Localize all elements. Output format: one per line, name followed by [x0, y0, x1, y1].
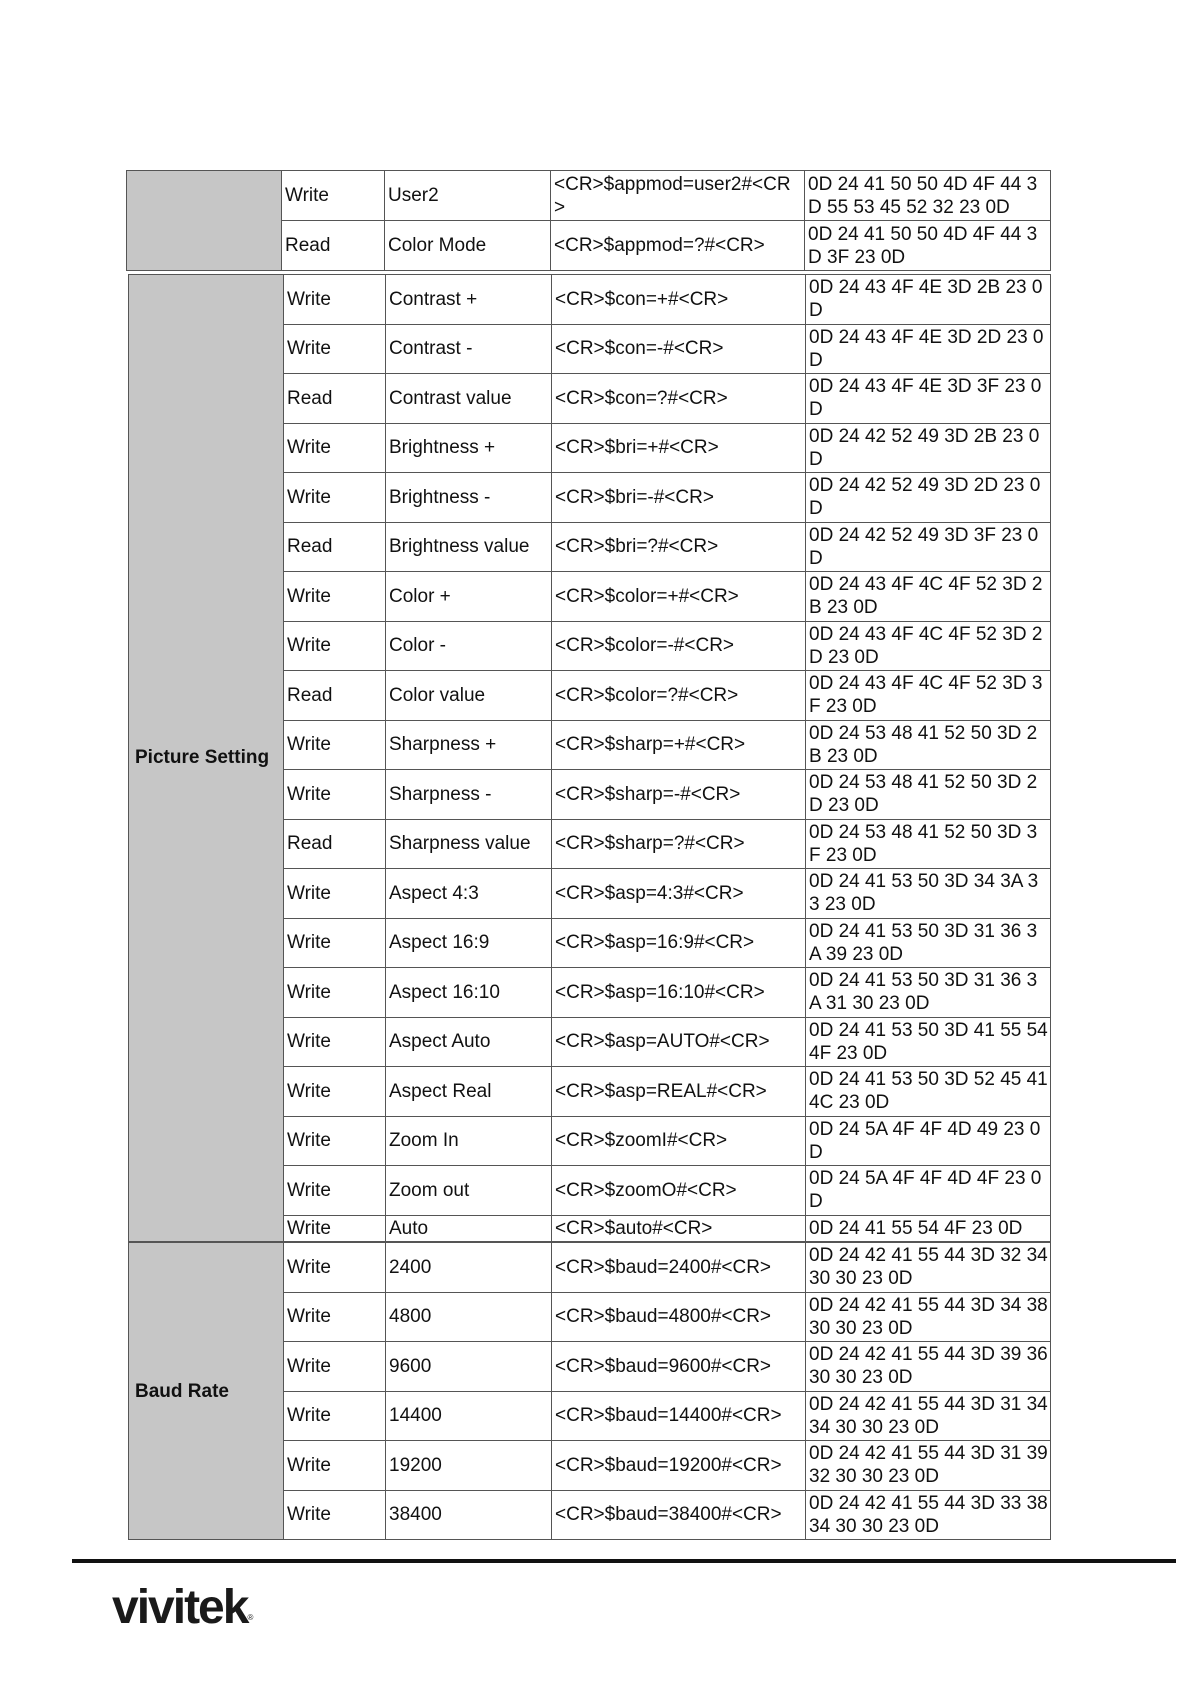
hex-cell: 0D 24 43 4F 4E 3D 2B 23 0D	[806, 275, 1051, 325]
hex-cell: 0D 24 41 53 50 3D 31 36 3A 39 23 0D	[806, 918, 1051, 968]
command-cell: <CR>$baud=4800#<CR>	[552, 1292, 806, 1342]
action-cell: Read	[284, 522, 386, 572]
action-cell: Write	[284, 720, 386, 770]
item-cell: Brightness value	[386, 522, 552, 572]
item-cell: 14400	[386, 1391, 552, 1441]
hex-cell: 0D 24 42 41 55 44 3D 39 36 30 30 23 0D	[806, 1342, 1051, 1392]
hex-cell: 0D 24 43 4F 4C 4F 52 3D 2D 23 0D	[806, 621, 1051, 671]
item-cell: Brightness +	[386, 423, 552, 473]
hex-cell: 0D 24 53 48 41 52 50 3D 2D 23 0D	[806, 770, 1051, 820]
action-cell: Write	[284, 275, 386, 325]
hex-cell: 0D 24 43 4F 4E 3D 2D 23 0D	[806, 324, 1051, 374]
footer-divider	[72, 1559, 1176, 1563]
item-cell: Zoom out	[386, 1166, 552, 1216]
action-cell: Write	[284, 869, 386, 919]
group-label	[127, 171, 282, 271]
command-cell: <CR>$sharp=?#<CR>	[552, 819, 806, 869]
item-cell: Contrast -	[386, 324, 552, 374]
command-cell: <CR>$baud=38400#<CR>	[552, 1490, 806, 1540]
action-cell: Write	[284, 473, 386, 523]
hex-cell: 0D 24 53 48 41 52 50 3D 2B 23 0D	[806, 720, 1051, 770]
action-cell: Write	[284, 1067, 386, 1117]
item-cell: 9600	[386, 1342, 552, 1392]
action-cell: Write	[284, 423, 386, 473]
command-cell: <CR>$asp=16:9#<CR>	[552, 918, 806, 968]
baud-rate-table-body	[129, 1243, 1051, 1540]
hex-cell: 0D 24 41 50 50 4D 4F 44 3D 3F 23 0D	[805, 221, 1051, 271]
hex-cell: 0D 24 5A 4F 4F 4D 4F 23 0D	[806, 1166, 1051, 1216]
item-cell: Aspect Real	[386, 1067, 552, 1117]
item-cell: Color +	[386, 572, 552, 622]
hex-cell: 0D 24 5A 4F 4F 4D 49 23 0D	[806, 1116, 1051, 1166]
hex-cell: 0D 24 41 53 50 3D 31 36 3A 31 30 23 0D	[806, 968, 1051, 1018]
color-mode-table	[126, 170, 1051, 271]
command-cell: <CR>$baud=14400#<CR>	[552, 1391, 806, 1441]
action-cell: Read	[284, 819, 386, 869]
item-cell: Contrast +	[386, 275, 552, 325]
command-cell: <CR>$asp=AUTO#<CR>	[552, 1017, 806, 1067]
item-cell: Color Mode	[385, 221, 551, 271]
item-cell: 2400	[386, 1243, 552, 1293]
color-mode-table-body	[127, 171, 1051, 271]
command-cell: <CR>$baud=9600#<CR>	[552, 1342, 806, 1392]
hex-cell: 0D 24 42 41 55 44 3D 32 34 30 30 23 0D	[806, 1243, 1051, 1293]
action-cell: Write	[284, 572, 386, 622]
hex-cell: 0D 24 41 53 50 3D 52 45 41 4C 23 0D	[806, 1067, 1051, 1117]
logo-registered-mark: ®	[247, 1613, 254, 1622]
action-cell: Write	[284, 1292, 386, 1342]
action-cell: Write	[284, 1391, 386, 1441]
command-cell: <CR>$auto#<CR>	[552, 1215, 806, 1241]
command-cell: <CR>$sharp=+#<CR>	[552, 720, 806, 770]
item-cell: Auto	[386, 1215, 552, 1241]
action-cell: Read	[282, 221, 385, 271]
command-cell: <CR>$asp=4:3#<CR>	[552, 869, 806, 919]
action-cell: Write	[284, 324, 386, 374]
hex-cell: 0D 24 41 50 50 4D 4F 44 3D 55 53 45 52 32 23 0D	[805, 171, 1051, 221]
hex-cell: 0D 24 43 4F 4C 4F 52 3D 2B 23 0D	[806, 572, 1051, 622]
item-cell: Aspect Auto	[386, 1017, 552, 1067]
item-cell: Color value	[386, 671, 552, 721]
command-cell: <CR>$color=+#<CR>	[552, 572, 806, 622]
command-cell: <CR>$bri=+#<CR>	[552, 423, 806, 473]
vivitek-logo	[112, 1580, 253, 1636]
hex-cell: 0D 24 41 53 50 3D 34 3A 33 23 0D	[806, 869, 1051, 919]
hex-cell: 0D 24 43 4F 4E 3D 3F 23 0D	[806, 374, 1051, 424]
table-row	[127, 171, 1051, 221]
item-cell: 38400	[386, 1490, 552, 1540]
item-cell: Aspect 16:9	[386, 918, 552, 968]
picture-setting-table-body	[129, 275, 1051, 1242]
action-cell: Write	[284, 1342, 386, 1392]
command-cell: <CR>$appmod=?#<CR>	[551, 221, 805, 271]
action-cell: Read	[284, 374, 386, 424]
command-cell: <CR>$bri=-#<CR>	[552, 473, 806, 523]
hex-cell: 0D 24 42 41 55 44 3D 33 38 34 30 30 23 0D	[806, 1490, 1051, 1540]
command-cell: <CR>$asp=16:10#<CR>	[552, 968, 806, 1018]
action-cell: Write	[284, 1441, 386, 1491]
item-cell: Sharpness -	[386, 770, 552, 820]
item-cell: Color -	[386, 621, 552, 671]
command-cell: <CR>$color=-#<CR>	[552, 621, 806, 671]
command-cell: <CR>$zoomI#<CR>	[552, 1116, 806, 1166]
action-cell: Read	[284, 671, 386, 721]
action-cell: Write	[284, 968, 386, 1018]
command-cell: <CR>$asp=REAL#<CR>	[552, 1067, 806, 1117]
item-cell: 19200	[386, 1441, 552, 1491]
hex-cell: 0D 24 42 52 49 3D 3F 23 0D	[806, 522, 1051, 572]
action-cell: Write	[284, 918, 386, 968]
action-cell: Write	[284, 1490, 386, 1540]
item-cell: Sharpness value	[386, 819, 552, 869]
table-row	[129, 275, 1051, 325]
hex-cell: 0D 24 42 41 55 44 3D 34 38 30 30 23 0D	[806, 1292, 1051, 1342]
group-label: Baud Rate	[129, 1243, 284, 1540]
item-cell: Sharpness +	[386, 720, 552, 770]
group-label: Picture Setting	[129, 275, 284, 1242]
item-cell: Aspect 4:3	[386, 869, 552, 919]
item-cell: 4800	[386, 1292, 552, 1342]
picture-setting-table	[128, 274, 1051, 1242]
command-cell: <CR>$con=?#<CR>	[552, 374, 806, 424]
action-cell: Write	[284, 1166, 386, 1216]
baud-rate-table	[128, 1242, 1051, 1540]
hex-cell: 0D 24 42 52 49 3D 2B 23 0D	[806, 423, 1051, 473]
hex-cell: 0D 24 53 48 41 52 50 3D 3F 23 0D	[806, 819, 1051, 869]
command-cell: <CR>$bri=?#<CR>	[552, 522, 806, 572]
action-cell: Write	[282, 171, 385, 221]
action-cell: Write	[284, 1017, 386, 1067]
hex-cell: 0D 24 41 53 50 3D 41 55 54 4F 23 0D	[806, 1017, 1051, 1067]
command-cell: <CR>$sharp=-#<CR>	[552, 770, 806, 820]
hex-cell: 0D 24 42 41 55 44 3D 31 39 32 30 30 23 0D	[806, 1441, 1051, 1491]
command-cell: <CR>$zoomO#<CR>	[552, 1166, 806, 1216]
logo-wordmark: vivitek	[112, 1581, 248, 1634]
action-cell: Write	[284, 1116, 386, 1166]
action-cell: Write	[284, 770, 386, 820]
command-cell: <CR>$baud=2400#<CR>	[552, 1243, 806, 1293]
item-cell: Aspect 16:10	[386, 968, 552, 1018]
item-cell: Zoom In	[386, 1116, 552, 1166]
action-cell: Write	[284, 621, 386, 671]
action-cell: Write	[284, 1243, 386, 1293]
command-cell: <CR>$con=+#<CR>	[552, 275, 806, 325]
item-cell: Contrast value	[386, 374, 552, 424]
command-cell: <CR>$color=?#<CR>	[552, 671, 806, 721]
command-cell: <CR>$appmod=user2#<CR>	[551, 171, 805, 221]
hex-cell: 0D 24 41 55 54 4F 23 0D	[806, 1215, 1051, 1241]
hex-cell: 0D 24 42 41 55 44 3D 31 34 34 30 30 23 0D	[806, 1391, 1051, 1441]
item-cell: Brightness -	[386, 473, 552, 523]
hex-cell: 0D 24 43 4F 4C 4F 52 3D 3F 23 0D	[806, 671, 1051, 721]
command-cell: <CR>$baud=19200#<CR>	[552, 1441, 806, 1491]
action-cell: Write	[284, 1215, 386, 1241]
item-cell: User2	[385, 171, 551, 221]
table-row	[129, 1243, 1051, 1293]
hex-cell: 0D 24 42 52 49 3D 2D 23 0D	[806, 473, 1051, 523]
command-cell: <CR>$con=-#<CR>	[552, 324, 806, 374]
